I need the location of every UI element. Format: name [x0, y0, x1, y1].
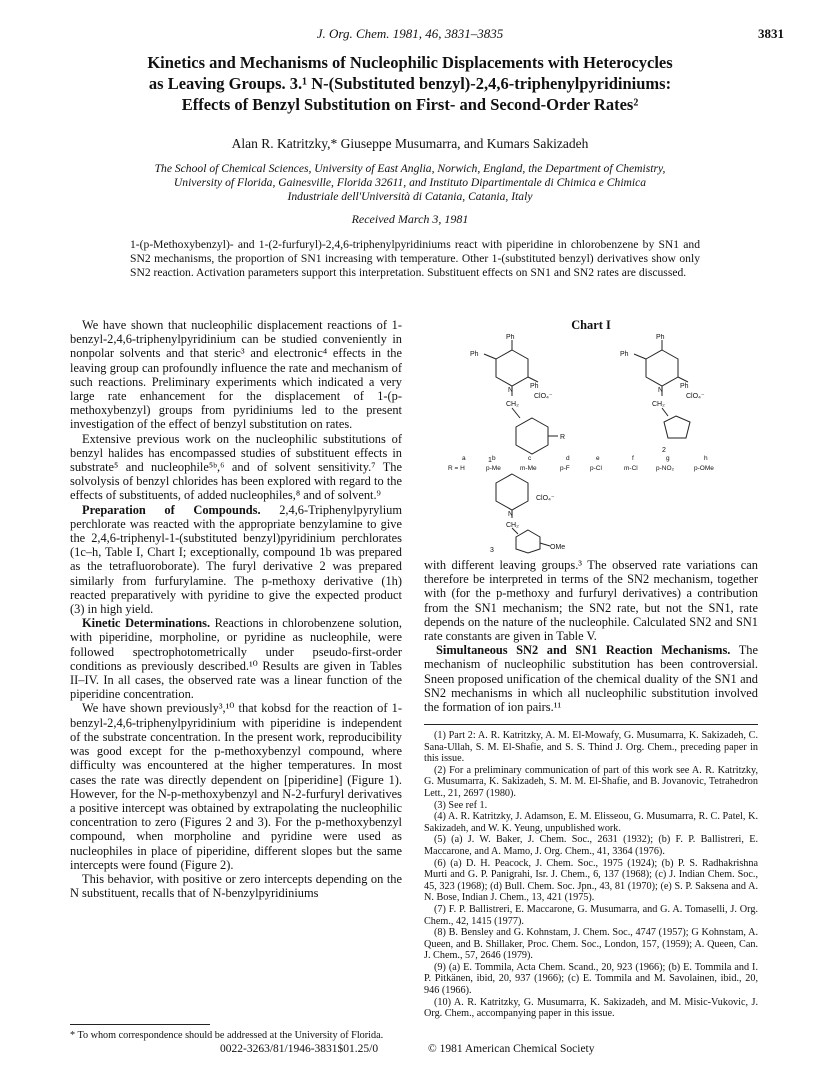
body-paragraph: We have shown that nucleophilic displacement reactions of 1-benzyl-2,4,6-triphenylpyridinium can be studied conveniently in nonpolar solvents and that steric³ and electronic⁴ effects in the leaving group can profoundly influence the rate and mechanism of such reactions. Preliminary experiments which indicated a very large rate enhancement for the displacement of 1-(p-methoxybenzyl) groups from pyridiniums led to the present investigation of the effect of benzyl substitution on rates.: [70, 318, 402, 432]
chart-title: Chart I: [571, 318, 611, 332]
pyridinium-ring: [496, 350, 528, 386]
substituent-letter: b: [492, 455, 496, 462]
abstract: 1-(p-Methoxybenzyl)- and 1-(2-furfuryl)-2,4,6-triphenylpyridiniums react with piperidine in chlorobenzene by SN1 and SN2 mechanisms, the proportion of SN1 increasing with temperature. Other 1-(substituted benzyl) derivatives show only SN2 reaction. Activation parameters support this interpretation. Substituent effects on SN1 and SN2 rates are discussed.: [130, 238, 700, 279]
compound-number: 1: [488, 457, 492, 464]
substituent-value: p-F: [560, 465, 570, 472]
article-title: [70, 52, 750, 115]
substituent-label: R: [560, 434, 566, 441]
substituent-letter: d: [566, 455, 570, 462]
author-list: Alan R. Katritzky,* Giuseppe Musumarra, and Kumars Sakizadeh: [231, 136, 589, 151]
references-rule: [424, 724, 758, 725]
substituent-letter: c: [528, 455, 532, 462]
body-paragraph: We have shown previously³,¹⁰ that kobsd for the reaction of 1-benzyl-2,4,6-triphenylpyridinium with piperidine is independent of the substrate concentration. In the present work, reproducibility was good except for the p-methoxybenzyl compound, where difficulty was encountered at the higher temperatures. In most cases the rate was directly dependent on [piperidine] (Figure 1). However, for the N-p-methoxybenzyl and N-2-furfuryl derivatives a positive intercept was obtained by extrapolating the nucleophilic concentration to zero (Figures 2 and 3). For the p-methoxybenzyl compound, when morpholine and pyridine were used as nucleophiles in place of piperidine, different slopes but the same intercepts were found (Figure 2).: [70, 701, 402, 872]
body-paragraph: Extensive previous work on the nucleophilic substitutions of benzyl halides has encompassed studies of substituent effects in substrate⁵ and nucleophile⁵ᵇ,⁶ and of solvent sensitivity.⁷ The solvolysis of benzyl chlorides has been explored with regard to the effects of substituents, of added nucleophiles,⁸ and of solvent.⁹: [70, 431, 402, 503]
section-heading: Preparation of Compounds.: [82, 502, 261, 517]
body-paragraph: Preparation of Compounds. 2,4,6-Triphenylpyrylium perchlorate was reacted with the appropriate benzylamine to give the 2,4,6-triphenyl-1-(substituted benzyl)pyridinium perchlorates (1c–h, Table I, Chart I; exceptionally, compound 1b was prepared as the tetrafluoroborate). The furyl derivative 2 was prepared similarly from furfurylamine. The p-methoxy derivative (1h) reacted preparatively with pyridine to give the expected product (3) in high yield.: [70, 502, 402, 617]
references: [424, 730, 758, 1020]
body-paragraph: Simultaneous SN2 and SN1 Reaction Mechanisms. The mechanism of nucleophilic substitution has been controversial. Sneen proposed unification of the chemical duality of the SN1 and SN2 mechanisms in which all nucleophilic substitution involved the formation of ion pairs.¹¹: [424, 643, 758, 715]
reference-item: (9) (a) E. Tommila, Acta Chem. Scand., 20, 923 (1966); (b) E. Tommila and I. P. Pitkänen, ibid, 20, 937 (1966); (c) E. Tommila and M. Savolainen, ibid., 20, 946 (1966).: [424, 961, 758, 997]
reference-item: (7) F. P. Ballistreri, E. Maccarone, G. Musumarra, and G. A. Tomaselli, J. Org. Chem., 42, 1415 (1977).: [424, 903, 758, 927]
body-paragraph: with different leaving groups.³ The observed rate variations can therefore be interpreted in terms of the SN2 mechanism, together with (for the p-methoxy and furfuryl derivatives) a contribution from the SN1 mechanism; the SN2 rate, but not the SN1, rate depends on the nature of the nucleophile. Calculated SN2 and SN1 rate constants are given in Table V.: [424, 558, 758, 644]
title-line: Kinetics and Mechanisms of Nucleophilic Displacements with Heterocycles: [147, 53, 673, 72]
reference-item: (6) (a) D. H. Peacock, J. Chem. Soc., 1975 (1924); (b) P. S. Radhakrishna Murti and G. P. Panigrahi, Isr. J. Chem., 6, 137 (1968); (c) J. Indian Chem. Soc., 45, 323 (1968); (d) Bull. Chem. Soc. Jpn., 43, 81 (1970); (e) S. P. Saksena and A. N. Bose, Indian J. Chem., 13, 421 (1975).: [424, 857, 758, 904]
compound-number: 3: [490, 547, 494, 554]
reference-item: (3) See ref 1.: [434, 799, 488, 811]
reference-item: (10) A. R. Katritzky, G. Musumarra, K. Sakizadeh, and M. Misic-Vukovic, J. Org. Chem., accompanying paper in this issue.: [424, 996, 758, 1020]
pyridinium-ring: [496, 474, 528, 510]
article-code: 0022-3263/81/1946-3831$01.25/0: [220, 1043, 379, 1055]
nitrogen-label: N: [508, 511, 514, 518]
body-paragraph: This behavior, with positive or zero intercepts depending on the N substituent, recalls that of N-benzylpyridiniums: [70, 871, 402, 901]
footnote-rule: [70, 1024, 210, 1025]
perchlorate-label: ClO₄⁻: [686, 393, 705, 400]
journal-citation: J. Org. Chem. 1981, 46, 3831–3835: [316, 26, 504, 41]
substituent-value: m-Me: [520, 465, 537, 472]
copyright: © 1981 American Chemical Society: [428, 1043, 595, 1055]
affiliation-line: The School of Chemical Sciences, University of East Anglia, Norwich, England, the Department of Chemistry,: [154, 162, 666, 175]
substituent-value: p-OMe: [694, 465, 714, 472]
reference-item: (2) For a preliminary communication of part of this work see A. R. Katritzky, G. Musumarra, K. Sakizadeh, S. M. M. El-Shafie, and B. Jovanovic, Tetrahedron Lett., 21, 2697 (1980).: [424, 764, 758, 799]
substituent-letter: g: [666, 455, 670, 462]
affiliations: [60, 162, 760, 204]
substituent-value: p-Cl: [590, 465, 602, 472]
received-date: Received March 3, 1981: [351, 212, 469, 226]
perchlorate-label: ClO₄⁻: [536, 495, 555, 502]
nitrogen-label: N: [508, 387, 514, 394]
compound-number: 2: [662, 447, 666, 454]
page-number: 3831: [758, 26, 784, 41]
phenyl-label: Ph: [530, 383, 539, 390]
nitrogen-label: N: [658, 387, 664, 394]
substituent-value: p-Me: [486, 465, 501, 472]
pyridinium-ring: [646, 350, 678, 386]
substituent-letter: e: [596, 455, 600, 462]
substituent-value: R = H: [448, 465, 465, 472]
body-paragraph: Kinetic Determinations. Reactions in chlorobenzene solution, with piperidine, morpholine, or pyridine as nucleophile, were followed spectrophotometrically under pseudo-first-order conditions as previously described.¹⁰ Results are given in Tables II–IV. In all cases, the observed rate was a linear function of the piperidine concentration.: [70, 616, 402, 702]
substituent-value: p-NO₂: [656, 465, 675, 472]
correspondence-footnote: * To whom correspondence should be addressed at the University of Florida.: [70, 1030, 384, 1041]
substituent-letter: a: [462, 455, 466, 462]
left-column: [70, 318, 402, 900]
methoxy-label: OMe: [550, 544, 566, 551]
perchlorate-label: ClO₄⁻: [534, 393, 553, 400]
title-line: Effects of Benzyl Substitution on First- and Second-Order Rates²: [181, 95, 639, 114]
benzene-ring: [516, 530, 540, 553]
phenyl-label: Ph: [470, 351, 479, 358]
phenyl-label: Ph: [506, 334, 515, 341]
substituent-letter: h: [704, 455, 708, 462]
chemical-structures-chart: [424, 334, 758, 554]
furan-ring: [664, 416, 690, 438]
title-line: as Leaving Groups. 3.¹ N-(Substituted benzyl)-2,4,6-triphenylpyridiniums:: [148, 74, 672, 93]
phenyl-label: Ph: [656, 334, 665, 341]
reference-item: (4) A. R. Katritzky, J. Adamson, E. M. Elisseou, G. Musumarra, R. C. Patel, K. Sakizadeh, and W. K. Yeung, unpublished work.: [424, 811, 758, 834]
methylene-label: CH₂: [652, 401, 665, 408]
affiliation-line: Industriale dell'Università di Catania, Catania, Italy: [287, 190, 533, 203]
section-heading: Simultaneous SN2 and SN1 Reaction Mechanisms.: [436, 643, 731, 658]
right-column: [424, 558, 758, 714]
methylene-label: CH₂: [506, 401, 519, 408]
reference-item: (5) (a) J. W. Baker, J. Chem. Soc., 2631 (1932); (b) F. P. Ballistreri, E. Maccarone, and A. Mamo, J. Org. Chem., 41, 3364 (1976).: [424, 834, 758, 857]
affiliation-line: University of Florida, Gainesville, Florida 32611, and Instituto Dipartimentale di Chimica e Chimica: [173, 176, 647, 189]
substituent-value: m-Cl: [624, 465, 638, 472]
benzene-ring: [516, 418, 548, 454]
section-heading: Kinetic Determinations.: [82, 616, 211, 631]
phenyl-label: Ph: [680, 383, 689, 390]
reference-item: (1) Part 2: A. R. Katritzky, A. M. El-Mowafy, G. Musumarra, K. Sakizadeh, C. Sana-Ullah, S. M. El-Shafie, and S. S. Thind J. Org. Chem., preceding paper in this issue.: [424, 730, 758, 765]
reference-item: (8) B. Bensley and G. Kohnstam, J. Chem. Soc., 4747 (1957); G Kohnstam, A. Queen, and B. Shillaker, Proc. Chem. Soc., London, 157, (1959); A. Queen, Can. J. Chem., 57, 2646 (1979).: [424, 927, 758, 962]
methylene-label: CH₂: [506, 522, 519, 529]
substituent-letter: f: [632, 455, 634, 462]
phenyl-label: Ph: [620, 351, 629, 358]
